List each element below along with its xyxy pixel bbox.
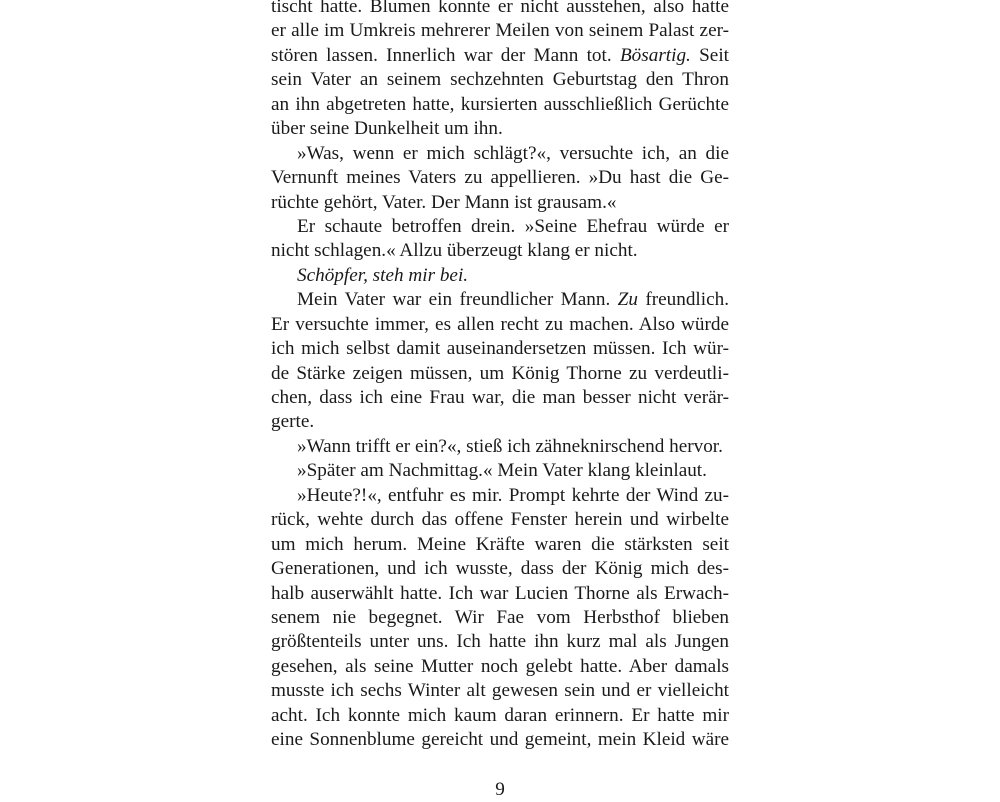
text-line: [271, 117, 729, 141]
text-line: [271, 435, 729, 459]
text-span: »Später am Nachmittag.« Mein Vater klang kleinlaut.: [297, 460, 707, 482]
text-line: [271, 19, 729, 43]
text-span: größtenteils unter uns. Ich hatte ihn kurz mal als Jungen: [271, 631, 729, 653]
text-line: [271, 362, 729, 386]
text-line: [271, 533, 729, 557]
text-line: [271, 215, 729, 239]
text-span: tischt hatte. Blumen konnte er nicht ausstehen, also hatte: [271, 0, 729, 17]
text-line: [271, 264, 729, 288]
text-line: [271, 508, 729, 532]
text-span: eine Sonnenblume gereicht und gemeint, mein Kleid wäre: [271, 729, 729, 751]
text-span: »Was, wenn er mich schlägt?«, versuchte ich, an die: [297, 142, 729, 164]
text-span: stören lassen. Innerlich war der Mann tot.: [271, 44, 620, 66]
text-span: gerte.: [271, 411, 315, 433]
text-line: [271, 239, 729, 263]
text-line: [271, 337, 729, 361]
text-line: [271, 166, 729, 190]
text-span: Vernunft meines Vaters zu appellieren. »Du hast die Ge-: [271, 167, 729, 189]
text-span: rück, wehte durch das offene Fenster herein und wirbelte: [271, 509, 729, 531]
text-line: [271, 484, 729, 508]
text-line: [271, 93, 729, 117]
text-span: »Heute?!«, entfuhr es mir. Prompt kehrte der Wind zu-: [297, 484, 729, 506]
text-line: [271, 459, 729, 483]
text-line: [271, 386, 729, 410]
text-span: »Wann trifft er ein?«, stieß ich zähneknirschend hervor.: [297, 435, 723, 457]
text-span: er alle im Umkreis mehrerer Meilen von seinem Palast zer-: [271, 20, 729, 42]
book-page: [271, 0, 729, 800]
text-line: [271, 191, 729, 215]
italic-text: Bösartig.: [619, 44, 691, 66]
italic-text: Zu: [617, 289, 638, 311]
text-span: an ihn abgetreten hatte, kursierten ausschließlich Gerüchte: [271, 93, 729, 115]
text-line: [271, 288, 729, 312]
text-span: über seine Dunkelheit um ihn.: [271, 118, 503, 140]
text-span: um mich herum. Meine Kräfte waren die stärksten seit: [271, 533, 729, 555]
text-span: freundlich.: [637, 289, 730, 311]
text-span: chen, dass ich eine Frau war, die man besser nicht verär-: [271, 387, 729, 408]
text-span: musste ich sechs Winter alt gewesen sein und er vielleicht: [271, 680, 729, 702]
text-line: [271, 410, 729, 434]
text-span: Er versuchte immer, es allen recht zu machen. Also würde: [271, 313, 729, 335]
text-span: rüchte gehört, Vater. Der Mann ist grausam.«: [271, 191, 617, 213]
text-line: [271, 44, 729, 68]
text-line: [271, 704, 729, 728]
text-line: [271, 679, 729, 703]
text-span: nicht schlagen.« Allzu überzeugt klang er nicht.: [271, 240, 638, 262]
text-span: Er schaute betroffen drein. »Seine Ehefrau würde er: [297, 215, 729, 237]
italic-text: Schöpfer, steh mir bei.: [297, 264, 469, 286]
text-span: halb auserwählt hatte. Ich war Lucien Thorne als Erwach-: [271, 582, 729, 604]
text-span: senem nie begegnet. Wir Fae vom Herbsthof blieben: [271, 606, 729, 628]
text-span: Seit: [690, 44, 729, 66]
text-line: [271, 142, 729, 166]
page-number: 9: [495, 779, 505, 800]
text-line: [271, 630, 729, 654]
text-line: [271, 313, 729, 337]
text-span: de Stärke zeigen müssen, um König Thorne zu verdeutli-: [271, 362, 729, 384]
text-line: [271, 557, 729, 581]
text-span: Mein Vater war ein freundlicher Mann.: [297, 289, 618, 311]
text-span: gesehen, als seine Mutter noch gelebt hatte. Aber damals: [271, 655, 729, 677]
text-span: Generationen, und ich wusste, dass der König mich des-: [271, 558, 729, 580]
text-span: ich mich selbst damit auseinandersetzen müssen. Ich wür-: [271, 338, 729, 360]
text-line: [271, 655, 729, 679]
text-span: sein Vater an seinem sechzehnten Geburtstag den Thron: [271, 69, 729, 91]
text-line: [271, 728, 729, 752]
text-line: [271, 68, 729, 92]
text-line: [271, 0, 729, 19]
body-text: [271, 0, 729, 753]
text-line: [271, 582, 729, 606]
text-line: [271, 606, 729, 630]
text-span: acht. Ich konnte mich kaum daran erinnern. Er hatte mir: [271, 704, 729, 726]
